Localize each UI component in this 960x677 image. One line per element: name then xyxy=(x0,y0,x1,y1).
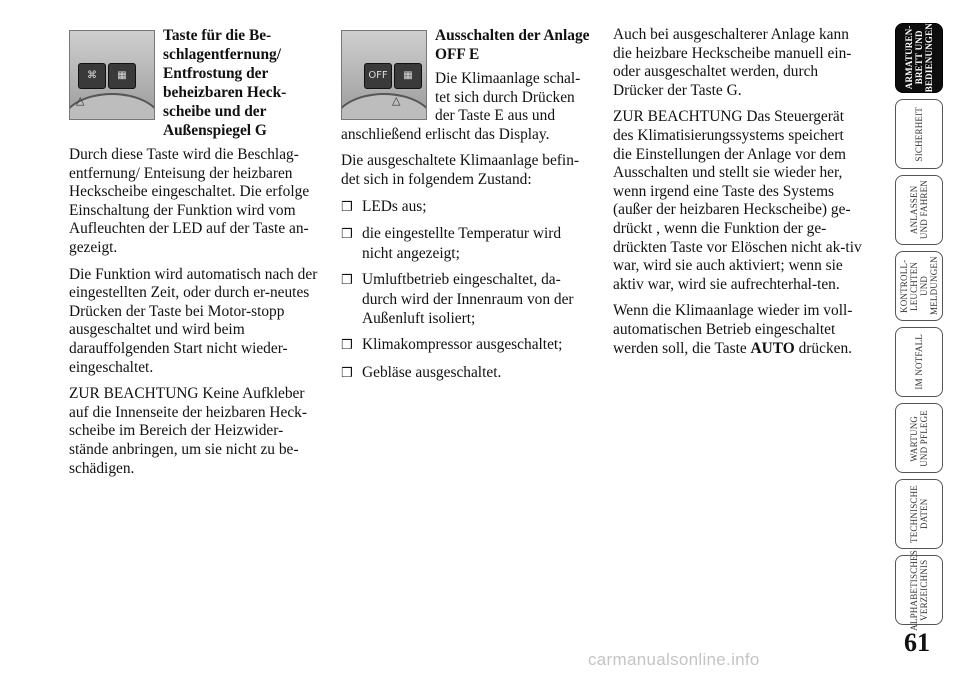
list-item: ❒ Klimakompressor ausgeschaltet; xyxy=(341,336,593,356)
bullet-icon: ❒ xyxy=(341,273,353,289)
rear-window-heat-icon: ▦ xyxy=(108,63,136,89)
list-item: ❒ Umluftbetrieb eingeschaltet, da-durch wird der Innenraum von der Außenluft isoliert; xyxy=(341,271,574,327)
section-heading-off: Ausschalten der Anlage OFF E xyxy=(435,27,590,63)
column-left xyxy=(69,26,321,486)
bullet-icon: ❒ xyxy=(341,227,353,243)
tab-anlassen[interactable]: ANLASSEN UND FAHREN xyxy=(895,175,943,245)
defrost-icon: ⌘ xyxy=(78,63,106,89)
page-number: 61 xyxy=(904,628,930,657)
paragraph: Die ausgeschaltete Klimaanlage befin-det sich in folgendem Zustand: xyxy=(341,152,580,188)
bullet-icon: ❒ xyxy=(341,338,353,354)
chapter-tabs xyxy=(895,23,943,631)
off-button-illustration xyxy=(341,30,427,120)
paragraph: Die Funktion wird automatisch nach der eingestellten Zeit, oder durch er-neutes Drücken der Taste bei Motor-stopp ausgeschaltet und wird beim darauffolgenden Start nicht wieder-eingeschaltet. xyxy=(69,265,318,376)
paragraph: Die Klimaanlage schal-tet sich durch Drücken der Taste E aus und anschließend erlischt das Display. xyxy=(341,70,581,143)
tab-wartung[interactable]: WARTUNG UND PFLEGE xyxy=(895,403,943,473)
list-item: ❒ LEDs aus; xyxy=(341,198,593,218)
tab-armaturenbrett[interactable]: ARMATUREN- BRETT UND BEDIENUNGEN xyxy=(895,23,943,93)
defrost-button-illustration xyxy=(69,30,155,120)
triangle-icon: △ xyxy=(76,94,85,108)
tab-technische-daten[interactable]: TECHNISCHE DATEN xyxy=(895,479,943,549)
dial-arc xyxy=(341,93,427,120)
list-item: ❒ Gebläse ausgeschaltet. xyxy=(341,364,593,384)
column-right xyxy=(613,26,865,366)
tab-kontrollleuchten[interactable]: KONTROLL- LEUCHTEN UND MELDUNGEN xyxy=(895,251,943,321)
off-button-graphic: OFF xyxy=(364,63,392,89)
note-paragraph: ZUR BEACHTUNG Das Steuergerät des Klimatisierungssystems speichert die Einstellungen der Anlage vor dem Ausschalten und stellt sie wieder her, wenn irgend eine Taste des Systems (außer der heizbaren Heckscheibe) ge-drückt , wenn die Funktion der ge-drückten Taste vor Elöschen nicht ak-tiv war, wird sie auch aktiviert; wenn sie aktiv war, wird sie aufrechterhal-ten. xyxy=(613,108,862,293)
paragraph: Durch diese Taste wird die Beschlag-entfernung/ Enteisung der heizbaren Heckscheibe eingeschaltet. Die erfolge Einschaltung der Funktion wird vom Aufleuchten der LED auf der Taste an-gezeigt. xyxy=(69,146,310,256)
tab-notfall[interactable]: IM NOTFALL xyxy=(895,327,943,397)
rear-window-heat-icon: ▦ xyxy=(394,63,422,89)
paragraph: Wenn die Klimaanlage wieder im voll-automatischen Betrieb eingeschaltet werden soll, die Taste AUTO drücken. xyxy=(613,302,853,357)
tab-sicherheit[interactable]: SICHERHEIT xyxy=(895,99,943,169)
watermark: carmanualsonline.info xyxy=(588,650,760,669)
bullet-icon: ❒ xyxy=(341,199,353,215)
paragraph: Auch bei ausgeschalterer Anlage kann die heizbare Heckscheibe manuell ein-oder ausgeschaltet werden, durch Drücker der Taste G. xyxy=(613,26,852,99)
list-item: ❒ die eingestellte Temperatur wird nicht angezeigt; xyxy=(341,225,562,262)
column-middle xyxy=(341,26,593,391)
tab-verzeichnis[interactable]: ALPHABETISCHES VERZEICHNIS xyxy=(895,555,943,625)
note-paragraph: ZUR BEACHTUNG Keine Aufkleber auf die Innenseite der heizbaren Heck-scheibe im Bereich der Heizwider-stände anbringen, um sie nicht zu be-schädigen. xyxy=(69,385,307,477)
triangle-icon: △ xyxy=(392,94,401,108)
bullet-icon: ❒ xyxy=(341,365,353,381)
section-heading-defrost: Taste für die Be-schlagentfernung/ Entfrostung der beheizbaren Heck-scheibe und der Außenspiegel G xyxy=(163,27,287,139)
auto-key-label: AUTO xyxy=(750,339,795,357)
